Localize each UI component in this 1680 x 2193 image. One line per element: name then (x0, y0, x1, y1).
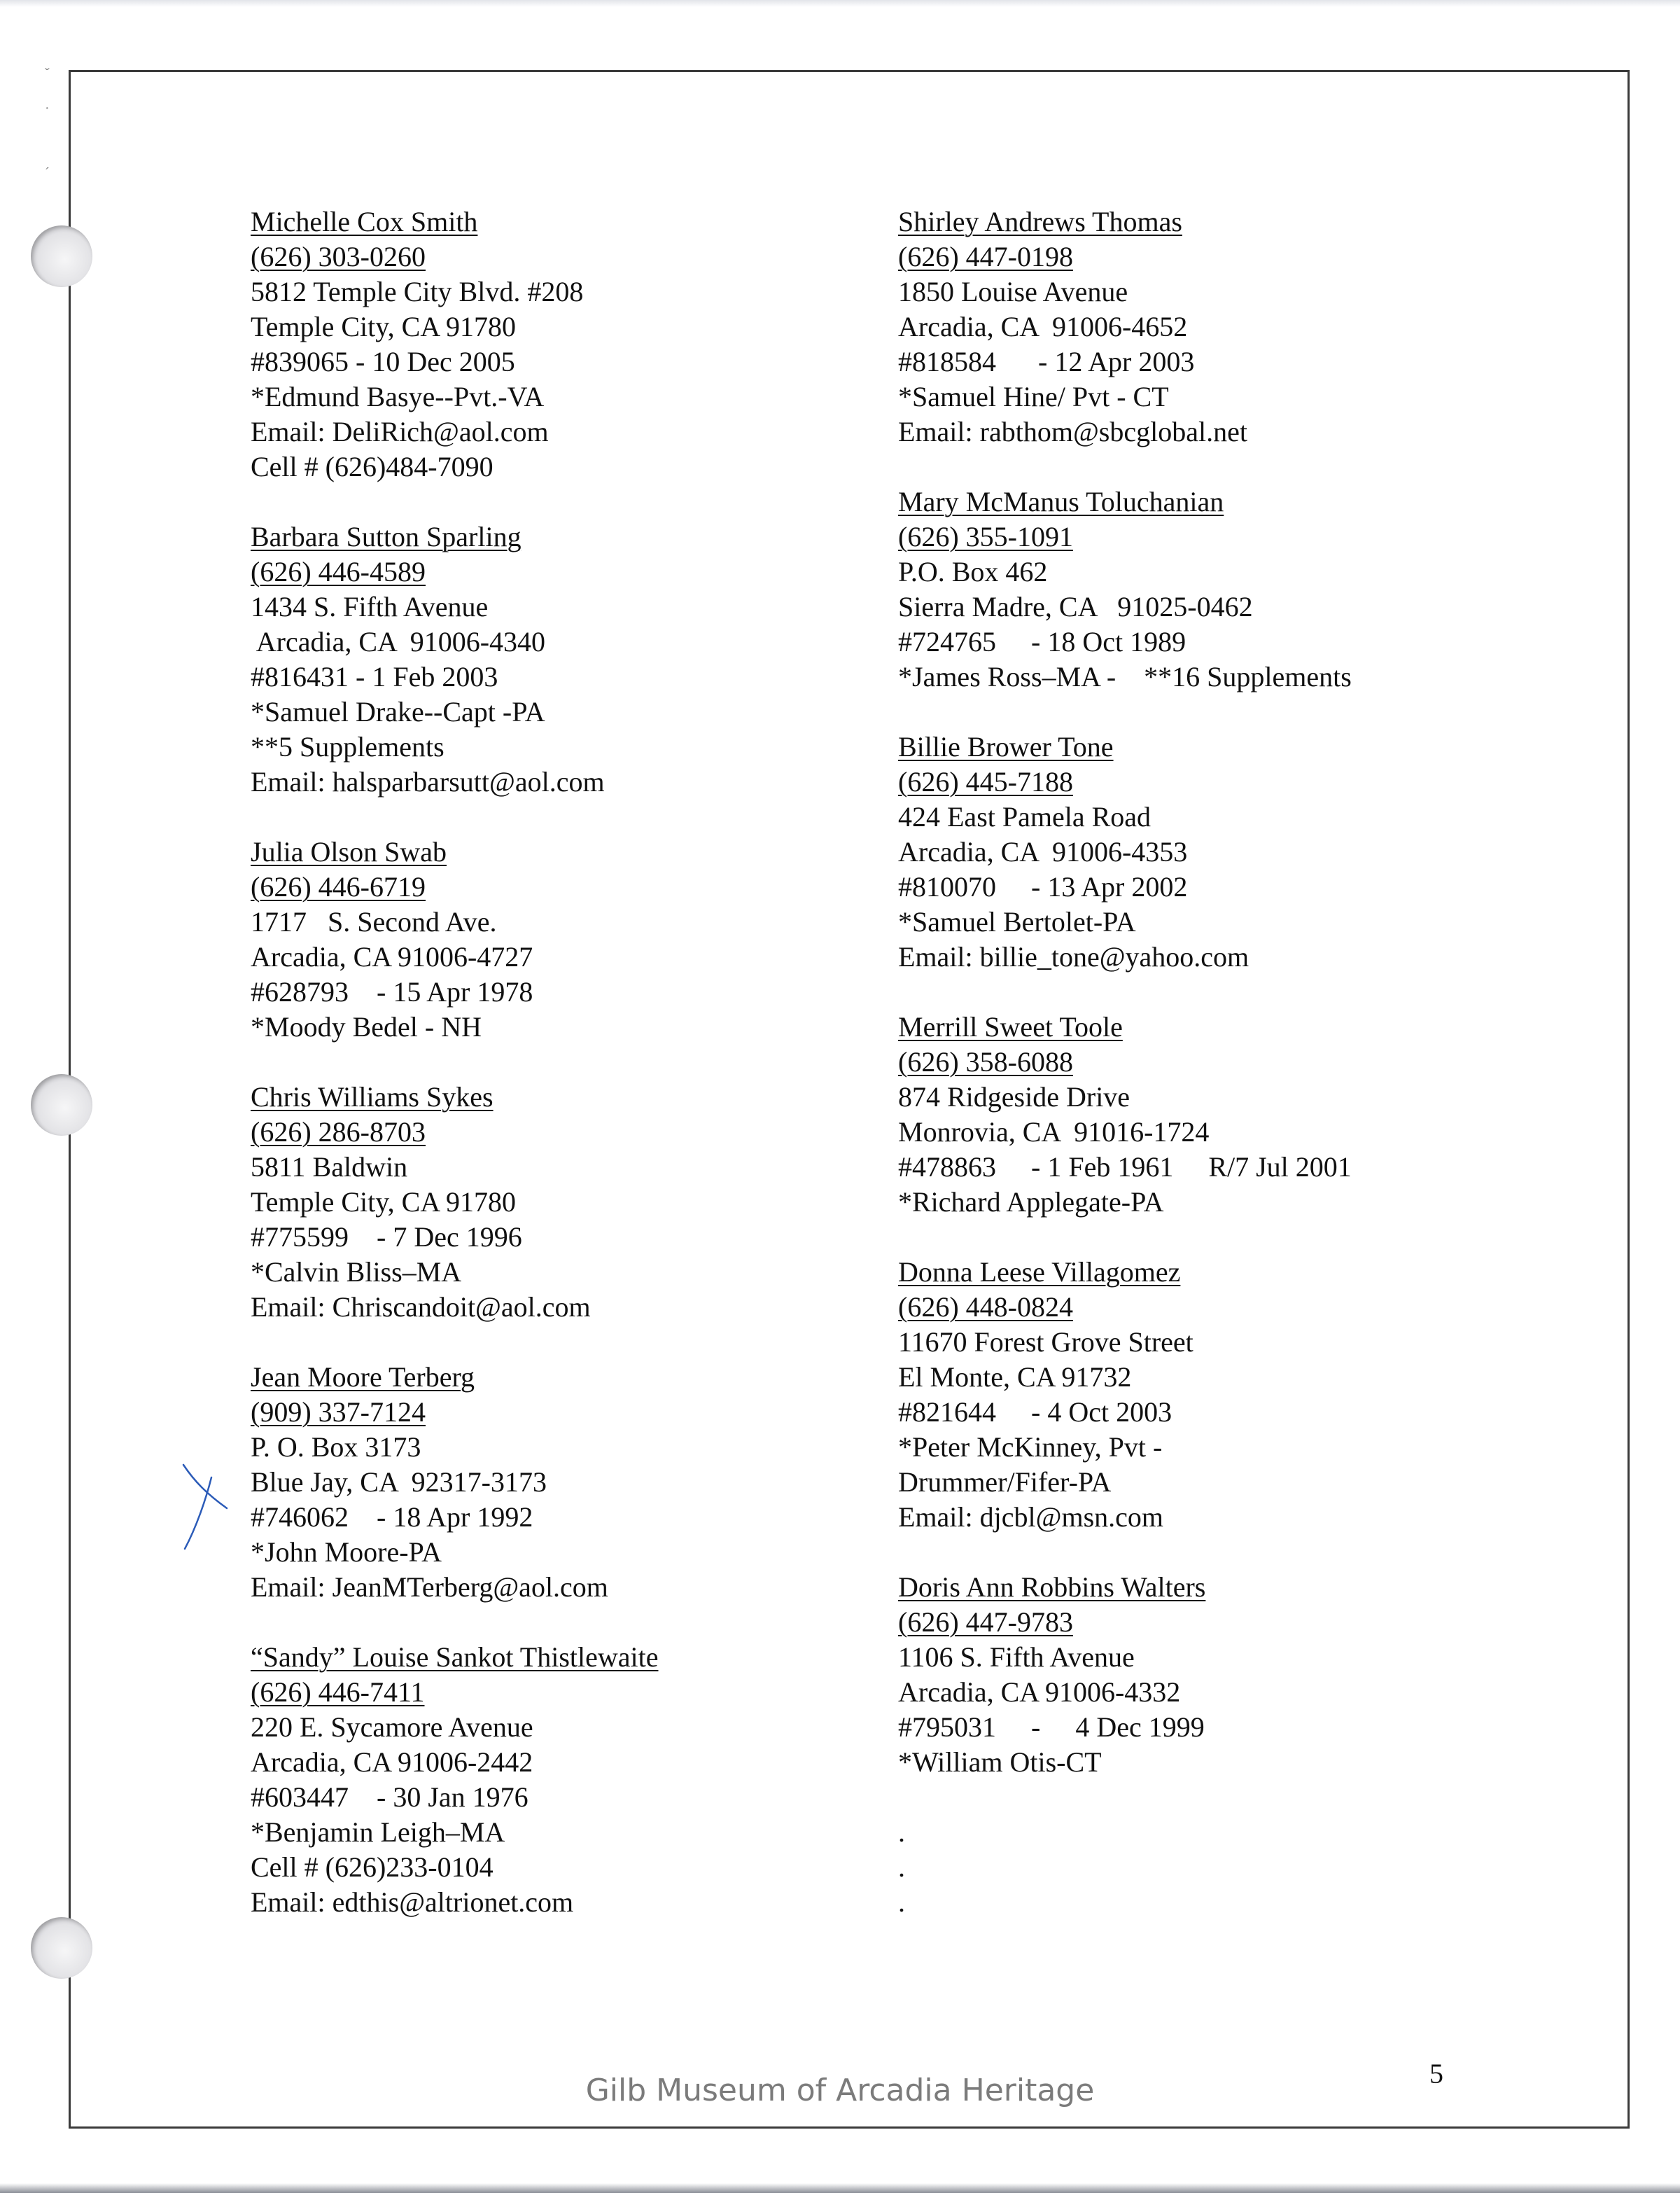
member-detail-line: *Benjamin Leigh–MA (251, 1816, 505, 1848)
member-name: “Sandy” Louise Sankot Thistlewaite (251, 1641, 659, 1673)
member-detail-line: *Peter McKinney, Pvt - (898, 1431, 1163, 1463)
scan-speck: · (45, 101, 50, 116)
member-entry (898, 1255, 1584, 1535)
trailing-dots (898, 1815, 1584, 1920)
member-phone: (626) 445-7188 (898, 766, 1073, 798)
member-detail-line: 1106 S. Fifth Avenue (898, 1641, 1135, 1673)
member-entry (251, 1640, 881, 1920)
member-detail-line: #478863 - 1 Feb 1961 R/7 Jul 2001 (898, 1151, 1352, 1183)
scan-speck: ˊ (45, 165, 50, 181)
member-entry (251, 1360, 881, 1605)
member-detail-line: P. O. Box 3173 (251, 1431, 421, 1463)
member-detail-line: **5 Supplements (251, 731, 444, 763)
binder-hole-bottom (31, 1917, 92, 1979)
member-detail-line: 11670 Forest Grove Street (898, 1326, 1194, 1358)
member-detail-line: #603447 - 30 Jan 1976 (251, 1781, 528, 1813)
dot-mark: . (898, 1886, 905, 1918)
member-detail-line: *Richard Applegate-PA (898, 1186, 1164, 1218)
member-phone: (626) 446-6719 (251, 871, 426, 903)
member-detail-line: Cell # (626)233-0104 (251, 1851, 493, 1883)
member-entry (898, 204, 1584, 450)
member-detail-line: #821644 - 4 Oct 2003 (898, 1396, 1172, 1428)
member-detail-line: 1434 S. Fifth Avenue (251, 591, 489, 622)
member-detail-line: 424 East Pamela Road (898, 801, 1152, 833)
watermark: Gilb Museum of Arcadia Heritage (585, 2073, 1095, 2108)
member-name: Julia Olson Swab (251, 836, 447, 868)
member-detail-line: *Moody Bedel - NH (251, 1011, 482, 1043)
member-detail-line: Cell # (626)484-7090 (251, 451, 493, 482)
member-detail-line: #746062 - 18 Apr 1992 (251, 1501, 533, 1533)
member-name: Donna Leese Villagomez (898, 1256, 1181, 1288)
member-detail-line: Arcadia, CA 91006-4652 (898, 311, 1188, 342)
member-detail-line: Email: halsparbarsutt@aol.com (251, 766, 605, 798)
member-detail-line: #839065 - 10 Dec 2005 (251, 346, 515, 377)
member-entry (898, 1570, 1584, 1780)
member-detail-line: Temple City, CA 91780 (251, 1186, 517, 1218)
member-name: Merrill Sweet Toole (898, 1011, 1123, 1043)
member-detail-line: Arcadia, CA 91006-2442 (251, 1746, 533, 1778)
member-detail-line: Arcadia, CA 91006-4353 (898, 836, 1188, 868)
member-detail-line: El Monte, CA 91732 (898, 1361, 1132, 1393)
member-entry (898, 1010, 1584, 1220)
member-detail-line: *Calvin Bliss–MA (251, 1256, 462, 1288)
member-detail-line: #818584 - 12 Apr 2003 (898, 346, 1195, 377)
member-detail-line: #810070 - 13 Apr 2002 (898, 871, 1188, 903)
page-number: 5 (1429, 2058, 1443, 2089)
member-phone: (626) 446-7411 (251, 1676, 425, 1708)
member-entry (251, 1080, 881, 1325)
member-name: Barbara Sutton Sparling (251, 521, 522, 552)
member-detail-line: 1717 S. Second Ave. (251, 906, 497, 938)
member-detail-line: 5812 Temple City Blvd. #208 (251, 276, 584, 307)
left-column (251, 204, 881, 1955)
member-phone: (626) 448-0824 (898, 1291, 1073, 1323)
member-detail-line: *John Moore-PA (251, 1536, 442, 1568)
member-detail-line: *James Ross–MA - **16 Supplements (898, 661, 1352, 692)
scan-bottom-edge (0, 2183, 1680, 2193)
member-detail-line: Arcadia, CA 91006-4727 (251, 941, 533, 973)
member-detail-line: Blue Jay, CA 92317-3173 (251, 1466, 547, 1498)
member-name: Doris Ann Robbins Walters (898, 1571, 1206, 1603)
member-detail-line: #775599 - 7 Dec 1996 (251, 1221, 522, 1253)
dot-mark: . (898, 1816, 905, 1848)
member-detail-line: Email: djcbl@msn.com (898, 1501, 1164, 1533)
member-detail-line: 220 E. Sycamore Avenue (251, 1711, 533, 1743)
member-detail-line: *Samuel Drake--Capt -PA (251, 696, 545, 727)
member-entry (898, 485, 1584, 695)
member-name: Shirley Andrews Thomas (898, 206, 1182, 237)
member-detail-line: #795031 - 4 Dec 1999 (898, 1711, 1205, 1743)
member-name: Chris Williams Sykes (251, 1081, 493, 1113)
member-detail-line: Email: DeliRich@aol.com (251, 416, 549, 447)
member-detail-line: 874 Ridgeside Drive (898, 1081, 1130, 1113)
member-detail-line: Drummer/Fifer-PA (898, 1466, 1112, 1498)
member-detail-line: Email: JeanMTerberg@aol.com (251, 1571, 608, 1603)
member-detail-line: *Samuel Bertolet-PA (898, 906, 1136, 938)
member-detail-line: 1850 Louise Avenue (898, 276, 1128, 307)
member-entry (251, 520, 881, 800)
member-phone: (626) 358-6088 (898, 1046, 1073, 1078)
member-detail-line: P.O. Box 462 (898, 556, 1048, 587)
member-detail-line: Monrovia, CA 91016-1724 (898, 1116, 1210, 1148)
member-phone: (626) 446-4589 (251, 556, 426, 587)
member-detail-line: *William Otis-CT (898, 1746, 1102, 1778)
member-detail-line: Email: edthis@altrionet.com (251, 1886, 574, 1918)
member-name: Jean Moore Terberg (251, 1361, 475, 1393)
right-column (898, 204, 1584, 1920)
member-name: Michelle Cox Smith (251, 206, 478, 237)
member-detail-line: Email: Chriscandoit@aol.com (251, 1291, 591, 1323)
member-entry (251, 835, 881, 1045)
member-detail-line: Email: rabthom@sbcglobal.net (898, 416, 1247, 447)
member-entry (898, 730, 1584, 975)
member-phone: (626) 447-9783 (898, 1606, 1073, 1638)
member-detail-line: #724765 - 18 Oct 1989 (898, 626, 1186, 657)
member-phone: (626) 447-0198 (898, 241, 1073, 272)
member-detail-line: *Edmund Basye--Pvt.-VA (251, 381, 545, 412)
member-phone: (626) 355-1091 (898, 521, 1073, 552)
member-detail-line: #628793 - 15 Apr 1978 (251, 976, 533, 1008)
scan-speck: ˇ (45, 66, 50, 81)
binder-hole-middle (31, 1074, 92, 1136)
scan-top-edge (0, 0, 1680, 7)
binder-hole-top (31, 225, 92, 287)
member-phone: (626) 286-8703 (251, 1116, 426, 1148)
member-detail-line: Temple City, CA 91780 (251, 311, 517, 342)
member-detail-line: Sierra Madre, CA 91025-0462 (898, 591, 1253, 622)
member-phone: (626) 303-0260 (251, 241, 426, 272)
member-name: Mary McManus Toluchanian (898, 486, 1224, 517)
pen-checkmark (181, 1461, 244, 1552)
member-name: Billie Brower Tone (898, 731, 1114, 763)
member-detail-line: Arcadia, CA 91006-4332 (898, 1676, 1181, 1708)
member-detail-line: 5811 Baldwin (251, 1151, 408, 1183)
member-detail-line: *Samuel Hine/ Pvt - CT (898, 381, 1169, 412)
member-detail-line: Arcadia, CA 91006-4340 (251, 626, 546, 657)
member-phone: (909) 337-7124 (251, 1396, 426, 1428)
member-detail-line: #816431 - 1 Feb 2003 (251, 661, 498, 692)
dot-mark: . (898, 1851, 905, 1883)
member-entry (251, 204, 881, 485)
member-detail-line: Email: billie_tone@yahoo.com (898, 941, 1250, 973)
